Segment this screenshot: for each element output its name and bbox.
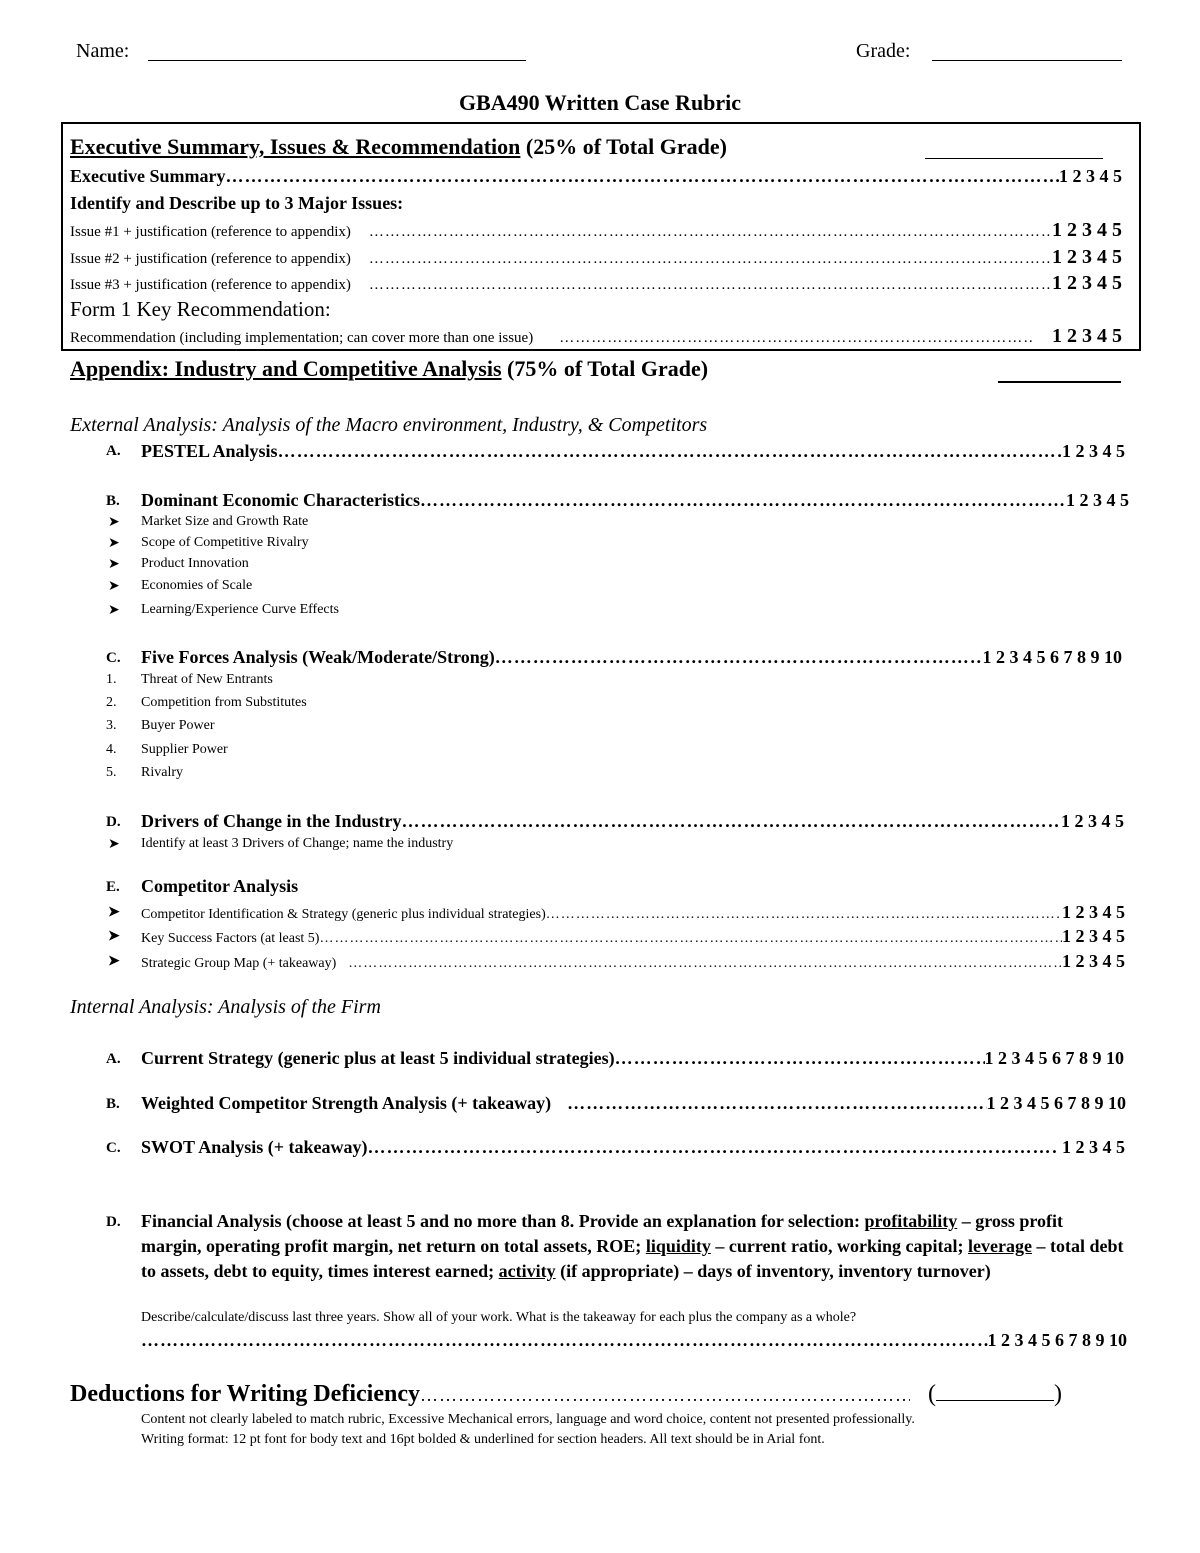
external-d-label: Drivers of Change in the Industry: [141, 811, 402, 831]
keyword-profitability: profitability: [864, 1211, 958, 1231]
bullet-arrow-icon: ➤: [108, 954, 120, 969]
issue-row-2: [70, 246, 1122, 269]
bullet-arrow-icon: ➤: [108, 536, 120, 551]
internal-c-scale: 1 2 3 4 5: [1062, 1137, 1125, 1157]
appendix-weight: (75% of Total Grade): [507, 356, 709, 381]
internal-a-letter: A.: [106, 1051, 121, 1067]
issue-label-3: Issue #3 + justification (reference to appendix): [70, 277, 351, 293]
issues-heading: Identify and Describe up to 3 Major Issues:: [70, 193, 404, 213]
issue-row-3: [70, 272, 1122, 295]
external-b-label: Dominant Economic Characteristics: [141, 490, 420, 510]
list-item: Economies of Scale: [141, 578, 253, 593]
issue-scale-2: 1 2 3 4 5: [1052, 246, 1122, 268]
internal-a-row: [141, 1048, 1124, 1069]
internal-c-label: SWOT Analysis (+ takeaway): [141, 1137, 368, 1157]
executive-heading: Executive Summary, Issues & Recommendation: [70, 134, 521, 159]
deductions-score-field[interactable]: [936, 1380, 1054, 1401]
list-item: Identify at least 3 Drivers of Change; name the industry: [141, 836, 454, 851]
internal-c-row: [141, 1137, 1125, 1158]
external-e-letter: E.: [106, 879, 120, 895]
issue-scale-3: 1 2 3 4 5: [1052, 272, 1122, 294]
executive-weight: (25% of Total Grade): [525, 134, 727, 159]
external-e-item-1: Competitor Identification & Strategy (generic plus individual strategies): [141, 907, 546, 922]
appendix-heading-row: [70, 356, 708, 382]
executive-summary-row: [70, 166, 1122, 187]
bullet-arrow-icon: ➤: [108, 837, 120, 852]
internal-heading: Internal Analysis: Analysis of the Firm: [70, 996, 381, 1018]
external-a-letter: A.: [106, 443, 121, 459]
list-item: Product Innovation: [141, 556, 249, 571]
external-d-letter: D.: [106, 814, 121, 830]
external-e-row-3: [141, 951, 1125, 972]
financial-analysis-text: Financial Analysis (choose at least 5 and no more than 8. Provide an explanation for selection: profitability – gross profit margin, operating profit margin, net return on total assets, ROE; liquidity – current ratio, working capital; leverage – total debt to assets, debt to equity, times interest earned; activity (if appropriate) – days of inventory, inventory turnover): [141, 1211, 1124, 1281]
external-a-scale: 1 2 3 4 5: [1062, 441, 1125, 461]
internal-d-row: [141, 1330, 1127, 1351]
external-c-letter: C.: [106, 650, 121, 666]
list-item: Threat of New Entrants: [141, 672, 273, 687]
issue-row-1: [70, 219, 1122, 242]
executive-summary-scale: 1 2 3 4 5: [1059, 166, 1122, 186]
internal-a-scale: 1 2 3 4 5 6 7 8 9 10: [984, 1048, 1124, 1068]
list-item: Competition from Substitutes: [141, 695, 307, 710]
internal-b-row: [141, 1093, 1126, 1114]
appendix-score-field[interactable]: [998, 381, 1121, 383]
financial-analysis-note: Describe/calculate/discuss last three years. Show all of your work. What is the takeaway for each plus the company as a whole?: [141, 1310, 857, 1325]
name-field[interactable]: [148, 60, 526, 61]
issue-label-1: Issue #1 + justification (reference to appendix): [70, 224, 351, 240]
internal-d-scale: 1 2 3 4 5 6 7 8 9 10: [987, 1330, 1127, 1350]
bullet-arrow-icon: ➤: [108, 515, 120, 530]
recommendation-row: [70, 325, 1122, 348]
external-d-scale: 1 2 3 4 5: [1061, 811, 1124, 831]
bullet-arrow-icon: ➤: [108, 929, 120, 944]
deductions-line-2: Writing format: 12 pt font for body text and 16pt bolded & underlined for section headers. All text should be in Arial font.: [141, 1432, 825, 1447]
internal-b-scale: 1 2 3 4 5 6 7 8 9 10: [986, 1093, 1126, 1113]
internal-b-label: Weighted Competitor Strength Analysis (+ takeaway): [141, 1093, 552, 1113]
internal-d-letter: D.: [106, 1214, 121, 1230]
external-e-item-2: Key Success Factors (at least 5): [141, 931, 320, 946]
external-e-item-3: Strategic Group Map (+ takeaway): [141, 956, 337, 971]
external-b-row: [141, 490, 1129, 511]
external-b-scale: 1 2 3 4 5: [1066, 490, 1129, 510]
external-c-row: [141, 647, 1122, 668]
external-a-row: [141, 441, 1125, 462]
external-e-row-1: [141, 902, 1125, 923]
list-item: Market Size and Growth Rate: [141, 514, 309, 529]
bullet-arrow-icon: ➤: [108, 579, 120, 594]
recommendation-scale: 1 2 3 4 5: [1052, 325, 1122, 347]
executive-summary-label: Executive Summary: [70, 166, 226, 186]
document-title: GBA490 Written Case Rubric: [458, 90, 742, 115]
external-e-scale-2: 1 2 3 4 5: [1062, 926, 1125, 946]
executive-heading-row: [70, 134, 727, 160]
deductions-row: Deductions for Writing Deficiency …………………………………………………………………………………………………………………………………………………………………………………………………………………………………………………………………… ( ): [70, 1380, 1130, 1408]
external-b-letter: B.: [106, 493, 120, 509]
external-c-scale: 1 2 3 4 5 6 7 8 9 10: [982, 647, 1122, 667]
external-c-label: Five Forces Analysis (Weak/Moderate/Strong): [141, 647, 495, 667]
external-e-scale-1: 1 2 3 4 5: [1062, 902, 1125, 922]
keyword-leverage: leverage: [967, 1236, 1032, 1256]
list-item: Supplier Power: [141, 742, 228, 757]
appendix-heading: Appendix: Industry and Competitive Analysis: [70, 356, 502, 381]
list-item: Scope of Competitive Rivalry: [141, 535, 309, 550]
issue-scale-1: 1 2 3 4 5: [1052, 219, 1122, 241]
internal-c-letter: C.: [106, 1140, 121, 1156]
keyword-liquidity: liquidity: [645, 1236, 711, 1256]
recommendation-heading: Form 1 Key Recommendation:: [70, 297, 331, 321]
recommendation-label: Recommendation (including implementation; can cover more than one issue): [70, 330, 534, 346]
external-heading: External Analysis: Analysis of the Macro environment, Industry, & Competitors: [70, 414, 708, 436]
name-label: Name:: [76, 40, 130, 62]
external-e-scale-3: 1 2 3 4 5: [1062, 951, 1125, 971]
bullet-arrow-icon: ➤: [108, 557, 120, 572]
grade-field[interactable]: [932, 60, 1122, 61]
list-item: Buyer Power: [141, 718, 215, 733]
external-e-label: Competitor Analysis: [141, 876, 299, 896]
list-item: Learning/Experience Curve Effects: [141, 602, 339, 617]
bullet-arrow-icon: ➤: [108, 905, 120, 920]
external-a-label: PESTEL Analysis: [141, 441, 278, 461]
list-item: Rivalry: [141, 765, 183, 780]
executive-score-field[interactable]: [925, 158, 1103, 159]
deductions-line-1: Content not clearly labeled to match rubric, Excessive Mechanical errors, language and word choice, content not presented professionally.: [141, 1412, 915, 1427]
deductions-heading: Deductions for Writing Deficiency: [70, 1381, 420, 1407]
issue-label-2: Issue #2 + justification (reference to appendix): [70, 251, 351, 267]
internal-a-label: Current Strategy (generic plus at least 5 individual strategies): [141, 1048, 615, 1068]
bullet-arrow-icon: ➤: [108, 603, 120, 618]
keyword-activity: activity: [498, 1261, 556, 1281]
external-e-row-2: [141, 926, 1125, 947]
internal-b-letter: B.: [106, 1096, 120, 1112]
grade-label: Grade:: [856, 40, 911, 62]
external-d-row: [141, 811, 1124, 832]
